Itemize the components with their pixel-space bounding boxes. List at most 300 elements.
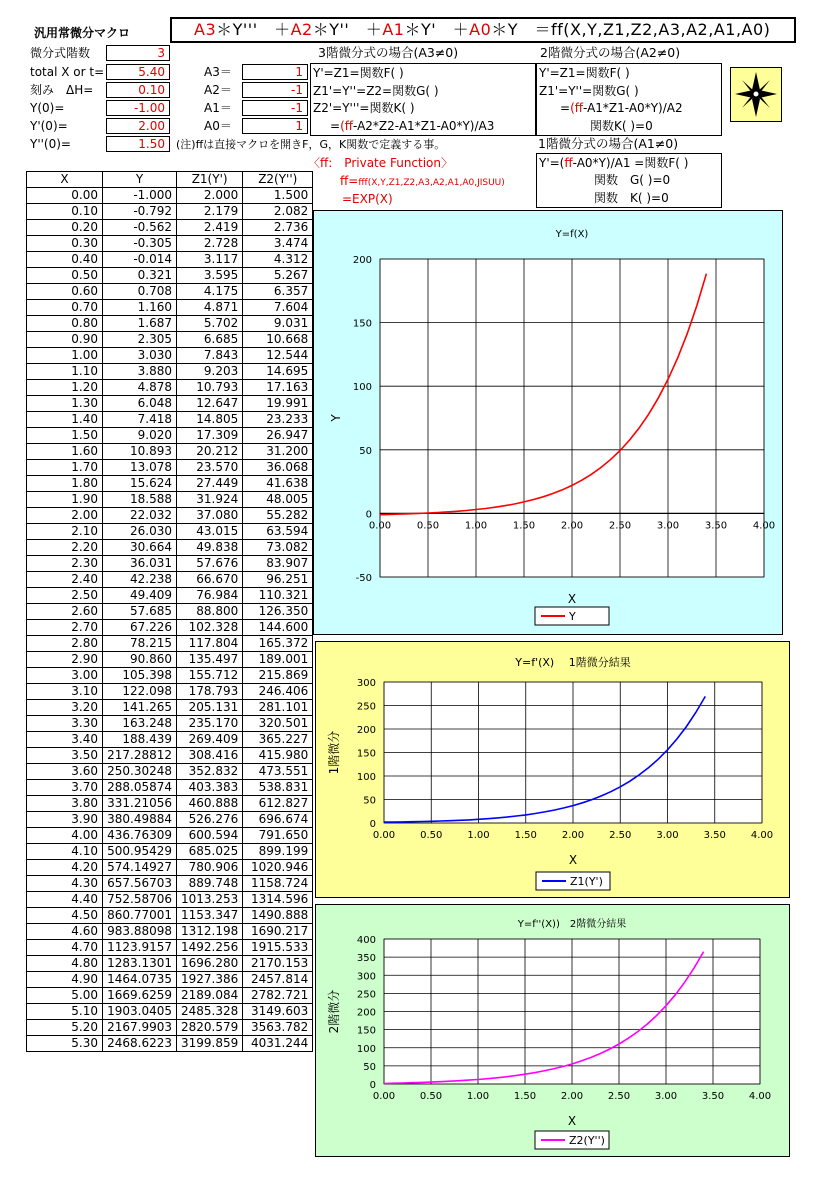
table-cell-y[interactable]: 0.708 — [103, 284, 177, 300]
table-cell-z2[interactable]: 320.501 — [243, 716, 313, 732]
table-cell-z1[interactable]: 14.805 — [177, 412, 243, 428]
table-cell-z1[interactable]: 2485.328 — [177, 1004, 243, 1020]
table-cell-z2[interactable]: 3.474 — [243, 236, 313, 252]
table-cell-x[interactable]: 2.90 — [27, 652, 103, 668]
table-cell-x[interactable]: 3.10 — [27, 684, 103, 700]
table-cell-z2[interactable]: 55.282 — [243, 508, 313, 524]
table-cell-x[interactable]: 3.80 — [27, 796, 103, 812]
table-cell-z2[interactable]: 1020.946 — [243, 860, 313, 876]
table-cell-z1[interactable]: 308.416 — [177, 748, 243, 764]
table-cell-z2[interactable]: 110.321 — [243, 588, 313, 604]
table-row — [27, 428, 313, 444]
table-cell-x[interactable]: 1.30 — [27, 396, 103, 412]
x-tick-label: 1.50 — [512, 520, 536, 532]
table-cell-y[interactable]: 2.305 — [103, 332, 177, 348]
table-cell-y[interactable]: 141.265 — [103, 700, 177, 716]
table-cell-z2[interactable]: 1915.533 — [243, 940, 313, 956]
table-cell-z1[interactable]: 889.748 — [177, 876, 243, 892]
table-cell-y[interactable]: -0.305 — [103, 236, 177, 252]
table-cell-x[interactable]: 4.60 — [27, 924, 103, 940]
table-row — [27, 652, 313, 668]
param-step-value[interactable]: 0.10 — [106, 82, 170, 98]
coeff-label: A0＝ — [204, 119, 232, 133]
table-cell-y[interactable]: 15.624 — [103, 476, 177, 492]
table-cell-z1[interactable]: 27.449 — [177, 476, 243, 492]
table-cell-x[interactable]: 1.90 — [27, 492, 103, 508]
x-tick-label: 2.00 — [560, 1091, 584, 1102]
param-order-value[interactable]: 3 — [106, 45, 170, 61]
eq-term1: ＊Y''' ＋ — [216, 20, 291, 39]
table-cell-z1[interactable]: 1696.280 — [177, 956, 243, 972]
table-cell-y[interactable]: 78.215 — [103, 636, 177, 652]
table-cell-x[interactable]: 1.00 — [27, 348, 103, 364]
table-cell-y[interactable]: -1.000 — [103, 188, 177, 204]
table-cell-z2[interactable]: 1158.724 — [243, 876, 313, 892]
private-fn-header: 〈ff: Private Function〉 — [308, 156, 454, 170]
table-cell-y[interactable]: 288.05874 — [103, 780, 177, 796]
table-cell-x[interactable]: 1.10 — [27, 364, 103, 380]
table-cell-z1[interactable]: 6.685 — [177, 332, 243, 348]
table-cell-y[interactable]: 30.664 — [103, 540, 177, 556]
table-cell-z2[interactable]: 2782.721 — [243, 988, 313, 1004]
table-cell-z2[interactable]: 165.372 — [243, 636, 313, 652]
table-cell-y[interactable]: 1.687 — [103, 316, 177, 332]
table-cell-z2[interactable]: 9.031 — [243, 316, 313, 332]
table-cell-z2[interactable]: 5.267 — [243, 268, 313, 284]
table-cell-z2[interactable]: 1314.596 — [243, 892, 313, 908]
table-cell-z1[interactable]: 117.804 — [177, 636, 243, 652]
table-cell-x[interactable]: 1.60 — [27, 444, 103, 460]
param-ddy0-value[interactable]: 1.50 — [106, 136, 170, 152]
table-cell-z1[interactable]: 780.906 — [177, 860, 243, 876]
table-cell-z1[interactable]: 4.175 — [177, 284, 243, 300]
table-cell-z1[interactable]: 17.309 — [177, 428, 243, 444]
table-cell-z1[interactable]: 135.497 — [177, 652, 243, 668]
table-cell-x[interactable]: 2.30 — [27, 556, 103, 572]
table-cell-z1[interactable]: 23.570 — [177, 460, 243, 476]
table-cell-x[interactable]: 1.80 — [27, 476, 103, 492]
y-tick-label: 100 — [352, 382, 372, 394]
table-cell-z1[interactable]: 10.793 — [177, 380, 243, 396]
table-cell-y[interactable]: 13.078 — [103, 460, 177, 476]
param-label: total X or t= — [30, 65, 105, 79]
x-tick-label: 0.00 — [368, 520, 392, 532]
table-cell-z2[interactable]: 1690.217 — [243, 924, 313, 940]
table-row — [27, 316, 313, 332]
table-row — [27, 188, 313, 204]
table-cell-z1[interactable]: 102.328 — [177, 620, 243, 636]
table-cell-z1[interactable]: 7.843 — [177, 348, 243, 364]
table-cell-z2[interactable]: 215.869 — [243, 668, 313, 684]
table-cell-z1[interactable]: 57.676 — [177, 556, 243, 572]
table-cell-x[interactable]: 2.80 — [27, 636, 103, 652]
coeff-a1-value[interactable]: -1 — [242, 100, 308, 116]
table-cell-y[interactable]: 7.418 — [103, 412, 177, 428]
table-cell-y[interactable]: 10.893 — [103, 444, 177, 460]
coeff-label: A1＝ — [204, 101, 232, 115]
col-header-z1: Z1(Y') — [177, 172, 243, 188]
table-cell-y[interactable]: 57.685 — [103, 604, 177, 620]
table-cell-z1[interactable]: 1153.347 — [177, 908, 243, 924]
table-cell-z1[interactable]: 3.117 — [177, 252, 243, 268]
table-cell-z2[interactable]: 63.594 — [243, 524, 313, 540]
table-cell-x[interactable]: 4.00 — [27, 828, 103, 844]
table-cell-x[interactable]: 5.00 — [27, 988, 103, 1004]
x-tick-label: 0.50 — [416, 520, 440, 532]
table-cell-z1[interactable]: 155.712 — [177, 668, 243, 684]
table-row — [27, 668, 313, 684]
table-cell-x[interactable]: 0.90 — [27, 332, 103, 348]
table-cell-z1[interactable]: 2.728 — [177, 236, 243, 252]
table-cell-z2[interactable]: 281.101 — [243, 700, 313, 716]
table-cell-x[interactable]: 4.50 — [27, 908, 103, 924]
table-cell-x[interactable]: 2.50 — [27, 588, 103, 604]
table-cell-z1[interactable]: 76.984 — [177, 588, 243, 604]
table-cell-y[interactable]: 500.95429 — [103, 844, 177, 860]
table-cell-y[interactable]: 436.76309 — [103, 828, 177, 844]
table-cell-z2[interactable]: 14.695 — [243, 364, 313, 380]
table-row — [27, 1004, 313, 1020]
table-cell-z1[interactable]: 178.793 — [177, 684, 243, 700]
table-cell-z2[interactable]: 473.551 — [243, 764, 313, 780]
table-cell-z1[interactable]: 4.871 — [177, 300, 243, 316]
table-cell-z2[interactable]: 2170.153 — [243, 956, 313, 972]
table-body — [27, 188, 313, 1052]
table-cell-x[interactable]: 3.00 — [27, 668, 103, 684]
table-cell-z1[interactable]: 235.170 — [177, 716, 243, 732]
case2-ff: (ff — [570, 101, 584, 115]
table-cell-z2[interactable]: 12.544 — [243, 348, 313, 364]
table-cell-z2[interactable]: 41.638 — [243, 476, 313, 492]
table-cell-z2[interactable]: 415.980 — [243, 748, 313, 764]
y-tick-label: 50 — [363, 795, 376, 807]
table-row — [27, 1036, 313, 1052]
table-cell-z1[interactable]: 88.800 — [177, 604, 243, 620]
table-cell-z2[interactable]: 83.907 — [243, 556, 313, 572]
table-cell-y[interactable]: 22.032 — [103, 508, 177, 524]
table-cell-x[interactable]: 0.40 — [27, 252, 103, 268]
table-cell-z2[interactable]: 189.001 — [243, 652, 313, 668]
table-cell-z2[interactable]: 96.251 — [243, 572, 313, 588]
x-tick-label: 3.50 — [701, 1091, 725, 1102]
table-row — [27, 620, 313, 636]
chart-title: Y=f''(X)) 2階微分結果 — [517, 919, 627, 930]
table-cell-z2[interactable]: 26.947 — [243, 428, 313, 444]
table-cell-z2[interactable]: 10.668 — [243, 332, 313, 348]
table-row — [27, 988, 313, 1004]
table-cell-z1[interactable]: 1492.256 — [177, 940, 243, 956]
table-row — [27, 412, 313, 428]
table-cell-x[interactable]: 3.70 — [27, 780, 103, 796]
table-row — [27, 508, 313, 524]
table-cell-y[interactable]: 1669.6259 — [103, 988, 177, 1004]
table-cell-z2[interactable]: 3149.603 — [243, 1004, 313, 1020]
table-row — [27, 588, 313, 604]
table-cell-x[interactable]: 2.70 — [27, 620, 103, 636]
case2-title: 2階微分式の場合(A2≠0) — [540, 45, 681, 60]
private-fn-args: fff(X,Y,Z1,Z2,A3,A2,A1,A0,JISUU) — [358, 178, 505, 188]
table-cell-z2[interactable]: 696.674 — [243, 812, 313, 828]
table-cell-y[interactable]: 90.860 — [103, 652, 177, 668]
y-tick-label: 300 — [356, 971, 376, 983]
private-fn-line2: =EXP(X) — [342, 192, 393, 206]
table-row — [27, 876, 313, 892]
table-cell-y[interactable]: 188.439 — [103, 732, 177, 748]
table-cell-z2[interactable]: 7.604 — [243, 300, 313, 316]
param-y0-value[interactable]: -1.00 — [106, 100, 170, 116]
table-cell-y[interactable]: -0.792 — [103, 204, 177, 220]
table-cell-x[interactable]: 2.20 — [27, 540, 103, 556]
table-cell-z1[interactable]: 352.832 — [177, 764, 243, 780]
table-cell-z1[interactable]: 1013.253 — [177, 892, 243, 908]
coeff-a0-value[interactable]: 1 — [242, 118, 308, 134]
table-row — [27, 700, 313, 716]
table-row — [27, 828, 313, 844]
table-cell-x[interactable]: 2.40 — [27, 572, 103, 588]
table-cell-z1[interactable]: 2189.084 — [177, 988, 243, 1004]
table-cell-x[interactable]: 3.20 — [27, 700, 103, 716]
table-row — [27, 492, 313, 508]
x-tick-label: 0.50 — [419, 1091, 443, 1102]
table-cell-y[interactable]: 1123.9157 — [103, 940, 177, 956]
x-tick-label: 0.50 — [420, 830, 443, 841]
case3-formula: =(ff-A2*Z2-A1*Z1-A0*Y)/A3 — [330, 119, 495, 133]
table-cell-x[interactable]: 5.30 — [27, 1036, 103, 1052]
table-cell-y[interactable]: 752.58706 — [103, 892, 177, 908]
table-cell-x[interactable]: 0.80 — [27, 316, 103, 332]
table-row — [27, 1020, 313, 1036]
table-cell-z2[interactable]: 2457.814 — [243, 972, 313, 988]
table-cell-z1[interactable]: 37.080 — [177, 508, 243, 524]
table-cell-z2[interactable]: 31.200 — [243, 444, 313, 460]
table-cell-x[interactable]: 0.70 — [27, 300, 103, 316]
x-tick-label: 4.00 — [750, 830, 774, 841]
table-cell-z2[interactable]: 126.350 — [243, 604, 313, 620]
table-row — [27, 524, 313, 540]
table-cell-y[interactable]: 657.56703 — [103, 876, 177, 892]
table-cell-y[interactable]: 250.30248 — [103, 764, 177, 780]
table-cell-z1[interactable]: 2.419 — [177, 220, 243, 236]
table-row — [27, 732, 313, 748]
table-cell-y[interactable]: 67.226 — [103, 620, 177, 636]
table-cell-x[interactable]: 4.40 — [27, 892, 103, 908]
table-cell-z1[interactable]: 31.924 — [177, 492, 243, 508]
table-cell-y[interactable]: 1.160 — [103, 300, 177, 316]
table-cell-z2[interactable]: 246.406 — [243, 684, 313, 700]
table-row — [27, 924, 313, 940]
table-cell-x[interactable]: 4.90 — [27, 972, 103, 988]
table-cell-z2[interactable]: 144.600 — [243, 620, 313, 636]
table-cell-y[interactable]: 574.14927 — [103, 860, 177, 876]
table-cell-x[interactable]: 0.10 — [27, 204, 103, 220]
case1-rest: -A0*Y)/A1 =関数F( ) — [572, 156, 689, 170]
table-cell-z2[interactable]: 899.199 — [243, 844, 313, 860]
table-cell-y[interactable]: 26.030 — [103, 524, 177, 540]
table-cell-z1[interactable]: 3199.859 — [177, 1036, 243, 1052]
table-cell-x[interactable]: 2.60 — [27, 604, 103, 620]
param-dy0-value[interactable]: 2.00 — [106, 118, 170, 134]
table-cell-y[interactable]: 36.031 — [103, 556, 177, 572]
table-cell-y[interactable]: 0.321 — [103, 268, 177, 284]
table-cell-y[interactable]: 1283.1301 — [103, 956, 177, 972]
case1-formula — [539, 155, 688, 171]
table-cell-z1[interactable]: 1312.198 — [177, 924, 243, 940]
table-row — [27, 892, 313, 908]
table-cell-x[interactable]: 3.40 — [27, 732, 103, 748]
table-cell-z1[interactable]: 2.000 — [177, 188, 243, 204]
table-cell-y[interactable]: 9.020 — [103, 428, 177, 444]
table-cell-x[interactable]: 4.70 — [27, 940, 103, 956]
table-cell-x[interactable]: 2.00 — [27, 508, 103, 524]
x-tick-label: 1.50 — [514, 830, 537, 841]
table-cell-y[interactable]: 331.21056 — [103, 796, 177, 812]
y-tick-label: 50 — [363, 1061, 376, 1073]
table-cell-y[interactable]: 2468.6223 — [103, 1036, 177, 1052]
table-cell-z2[interactable]: 612.827 — [243, 796, 313, 812]
param-total-value[interactable]: 5.40 — [106, 64, 170, 80]
table-cell-y[interactable]: 2167.9903 — [103, 1020, 177, 1036]
x-axis-label: X — [568, 853, 578, 867]
table-cell-x[interactable]: 1.20 — [27, 380, 103, 396]
table-cell-x[interactable]: 5.20 — [27, 1020, 103, 1036]
table-row — [27, 908, 313, 924]
table-cell-x[interactable]: 1.70 — [27, 460, 103, 476]
table-cell-y[interactable]: -0.562 — [103, 220, 177, 236]
table-cell-z2[interactable]: 23.233 — [243, 412, 313, 428]
table-cell-y[interactable]: 217.28812 — [103, 748, 177, 764]
table-cell-z1[interactable]: 5.702 — [177, 316, 243, 332]
table-cell-x[interactable]: 3.50 — [27, 748, 103, 764]
table-cell-z1[interactable]: 3.595 — [177, 268, 243, 284]
legend-label: Z1(Y') — [570, 875, 603, 888]
coeff-label: A2＝ — [204, 83, 232, 97]
x-tick-label: 2.50 — [607, 1091, 631, 1102]
table-cell-z1[interactable]: 20.212 — [177, 444, 243, 460]
table-cell-x[interactable]: 2.10 — [27, 524, 103, 540]
y-axis-label: Y — [329, 414, 343, 422]
table-cell-x[interactable]: 4.20 — [27, 860, 103, 876]
table-cell-y[interactable]: 3.880 — [103, 364, 177, 380]
table-cell-z1[interactable]: 1927.386 — [177, 972, 243, 988]
table-cell-z1[interactable]: 2820.579 — [177, 1020, 243, 1036]
table-row — [27, 716, 313, 732]
table-cell-y[interactable]: 163.248 — [103, 716, 177, 732]
y-tick-label: 400 — [356, 935, 376, 946]
table-header-row — [27, 172, 313, 188]
table-cell-x[interactable]: 3.90 — [27, 812, 103, 828]
table-cell-x[interactable]: 3.30 — [27, 716, 103, 732]
table-cell-z1[interactable]: 460.888 — [177, 796, 243, 812]
table-cell-y[interactable]: 1903.0405 — [103, 1004, 177, 1020]
table-row — [27, 300, 313, 316]
table-cell-z1[interactable]: 600.594 — [177, 828, 243, 844]
table-cell-z1[interactable]: 43.015 — [177, 524, 243, 540]
table-cell-z1[interactable]: 403.383 — [177, 780, 243, 796]
y-tick-label: 150 — [356, 748, 376, 760]
table-cell-x[interactable]: 3.60 — [27, 764, 103, 780]
table-cell-z2[interactable]: 2.082 — [243, 204, 313, 220]
table-cell-z2[interactable]: 6.357 — [243, 284, 313, 300]
table-cell-z1[interactable]: 205.131 — [177, 700, 243, 716]
table-cell-y[interactable]: 122.098 — [103, 684, 177, 700]
table-cell-z2[interactable]: 19.991 — [243, 396, 313, 412]
table-cell-z2[interactable]: 48.005 — [243, 492, 313, 508]
table-cell-x[interactable]: 4.30 — [27, 876, 103, 892]
case3-line: Z1'=Y''=Z2=関数G( ) — [313, 84, 439, 98]
table-cell-y[interactable]: 6.048 — [103, 396, 177, 412]
table-cell-y[interactable]: 42.238 — [103, 572, 177, 588]
table-cell-x[interactable]: 0.20 — [27, 220, 103, 236]
table-cell-z1[interactable]: 66.670 — [177, 572, 243, 588]
table-cell-z2[interactable]: 538.831 — [243, 780, 313, 796]
x-tick-label: 3.50 — [704, 520, 728, 532]
table-cell-z2[interactable]: 4031.244 — [243, 1036, 313, 1052]
table-cell-z2[interactable]: 73.082 — [243, 540, 313, 556]
table-cell-y[interactable]: 380.49884 — [103, 812, 177, 828]
table-cell-z2[interactable]: 36.068 — [243, 460, 313, 476]
table-cell-z2[interactable]: 365.227 — [243, 732, 313, 748]
table-cell-z2[interactable]: 4.312 — [243, 252, 313, 268]
table-cell-x[interactable]: 1.50 — [27, 428, 103, 444]
table-cell-y[interactable]: 3.030 — [103, 348, 177, 364]
coeff-a3-value[interactable]: 1 — [242, 64, 308, 80]
table-cell-z2[interactable]: 2.736 — [243, 220, 313, 236]
table-cell-y[interactable]: 860.77001 — [103, 908, 177, 924]
table-cell-z2[interactable]: 3563.782 — [243, 1020, 313, 1036]
case2-line: Y'=Z1=関数F( ) — [539, 66, 630, 80]
table-cell-y[interactable]: 983.88098 — [103, 924, 177, 940]
table-cell-z1[interactable]: 269.409 — [177, 732, 243, 748]
table-cell-y[interactable]: -0.014 — [103, 252, 177, 268]
table-cell-z1[interactable]: 685.025 — [177, 844, 243, 860]
param-label: 刻み ΔH= — [30, 83, 94, 97]
table-row — [27, 540, 313, 556]
table-cell-z2[interactable]: 1.500 — [243, 188, 313, 204]
table-cell-x[interactable]: 4.80 — [27, 956, 103, 972]
table-cell-z2[interactable]: 17.163 — [243, 380, 313, 396]
table-cell-x[interactable]: 0.00 — [27, 188, 103, 204]
x-tick-label: 2.50 — [609, 830, 632, 841]
col-header-y: Y — [103, 172, 177, 188]
y-tick-label: 200 — [356, 725, 376, 736]
table-cell-x[interactable]: 5.10 — [27, 1004, 103, 1020]
table-cell-z1[interactable]: 9.203 — [177, 364, 243, 380]
table-cell-z1[interactable]: 526.276 — [177, 812, 243, 828]
table-row — [27, 956, 313, 972]
table-row — [27, 972, 313, 988]
table-cell-x[interactable]: 4.10 — [27, 844, 103, 860]
coeff-a2-value[interactable]: -1 — [242, 82, 308, 98]
table-cell-x[interactable]: 1.40 — [27, 412, 103, 428]
table-cell-x[interactable]: 0.50 — [27, 268, 103, 284]
table-cell-y[interactable]: 105.398 — [103, 668, 177, 684]
table-cell-z1[interactable]: 49.838 — [177, 540, 243, 556]
table-cell-y[interactable]: 18.588 — [103, 492, 177, 508]
table-cell-y[interactable]: 4.878 — [103, 380, 177, 396]
table-row — [27, 396, 313, 412]
table-cell-z1[interactable]: 12.647 — [177, 396, 243, 412]
table-cell-y[interactable]: 49.409 — [103, 588, 177, 604]
case2-line: Z1'=Y''=関数G( ) — [539, 84, 639, 98]
table-cell-z2[interactable]: 1490.888 — [243, 908, 313, 924]
y-axis-label: 1階微分 — [327, 730, 341, 775]
table-row — [27, 940, 313, 956]
table-cell-x[interactable]: 0.30 — [27, 236, 103, 252]
table-cell-z1[interactable]: 2.179 — [177, 204, 243, 220]
table-cell-z2[interactable]: 791.650 — [243, 828, 313, 844]
table-cell-x[interactable]: 0.60 — [27, 284, 103, 300]
table-cell-y[interactable]: 1464.0735 — [103, 972, 177, 988]
